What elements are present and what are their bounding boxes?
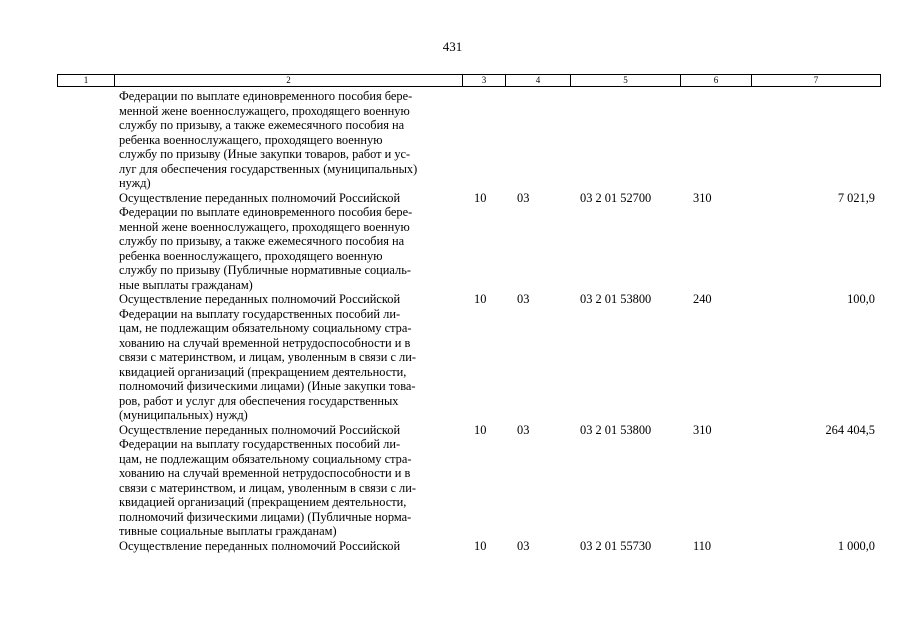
header-col-1: 1: [58, 75, 115, 86]
row-target-article: 03 2 01 53800: [580, 422, 652, 437]
row-description: Федерации по выплате единовременного пособия бере- менной жене военнослужащего, проходящего военную службу по призыву, а также ежемесячного пособия на ребенка военнослужащего, проходящего военную службу по призыву (Иные закупки товаров, работ и ус- луг для обеспечения государственных (муниципальных) нужд): [119, 89, 418, 190]
row-description: Осуществление переданных полномочий Российской Федерации по выплате единовременного пособия бере- менной жене военнослужащего, проходящего военную службу по призыву, а также ежемесячного пособия на ребенка военнослужащего, проходящего военную службу по призыву (Публичные нормативные социаль- ные выплаты гражданам): [119, 190, 413, 292]
row-subsection: 03: [517, 190, 530, 205]
header-col-4: 4: [506, 75, 571, 86]
row-expense-type: 110: [693, 538, 712, 553]
table-row: [0, 423, 905, 539]
row-amount: 1 000,0: [837, 538, 875, 553]
row-section: 10: [474, 422, 487, 437]
row-amount: 100,0: [847, 292, 875, 306]
header-col-3: 3: [463, 75, 506, 86]
page-number: 431: [442, 39, 463, 54]
table-body: [0, 89, 905, 553]
row-description: Осуществление переданных полномочий Российской: [119, 538, 401, 553]
row-section: 10: [474, 292, 487, 306]
row-target-article: 03 2 01 55730: [580, 538, 652, 553]
row-subsection: 03: [517, 422, 530, 437]
row-expense-type: 310: [693, 190, 712, 205]
row-subsection: 03: [517, 538, 530, 553]
header-col-7: 7: [813, 75, 819, 85]
row-target-article: 03 2 01 53800: [580, 292, 652, 306]
row-subsection: 03: [517, 292, 530, 306]
table-row: [0, 89, 905, 191]
row-description: Осуществление переданных полномочий Российской Федерации на выплату государственных пособий ли- цам, не подлежащим обязательному социальному стра- хованию на случай временной нетрудоспособности и в связи с материнством, и лицам, уволенным в связи с ли- квидацией организаций (прекращением деятельности, полномочий физическими лицами) (Иные закупки това- ров, работ и услуг для обеспечения государственных (муниципальных) нужд): [119, 292, 416, 422]
row-description: Осуществление переданных полномочий Российской Федерации на выплату государственных пособий ли- цам, не подлежащим обязательному социальному стра- хованию на случай временной нетрудоспособности и в связи с материнством, и лицам, уволенным в связи с ли- квидацией организаций (прекращением деятельности, полномочий физическими лицами) (Публичные норма- тивные социальные выплаты гражданам): [119, 422, 416, 538]
header-col-5: 5: [571, 75, 681, 86]
header-col-6: 6: [681, 75, 752, 86]
row-target-article: 03 2 01 52700: [580, 190, 652, 205]
table-row: [0, 539, 905, 554]
row-section: 10: [474, 538, 487, 553]
row-expense-type: 310: [693, 422, 712, 437]
table-header-row: [57, 74, 881, 87]
row-expense-type: 240: [693, 292, 712, 306]
row-amount: 7 021,9: [837, 190, 875, 205]
table-row: [0, 292, 905, 423]
row-amount: 264 404,5: [825, 422, 875, 437]
row-section: 10: [474, 190, 487, 205]
table-row: [0, 191, 905, 293]
header-col-2: 2: [115, 75, 463, 86]
